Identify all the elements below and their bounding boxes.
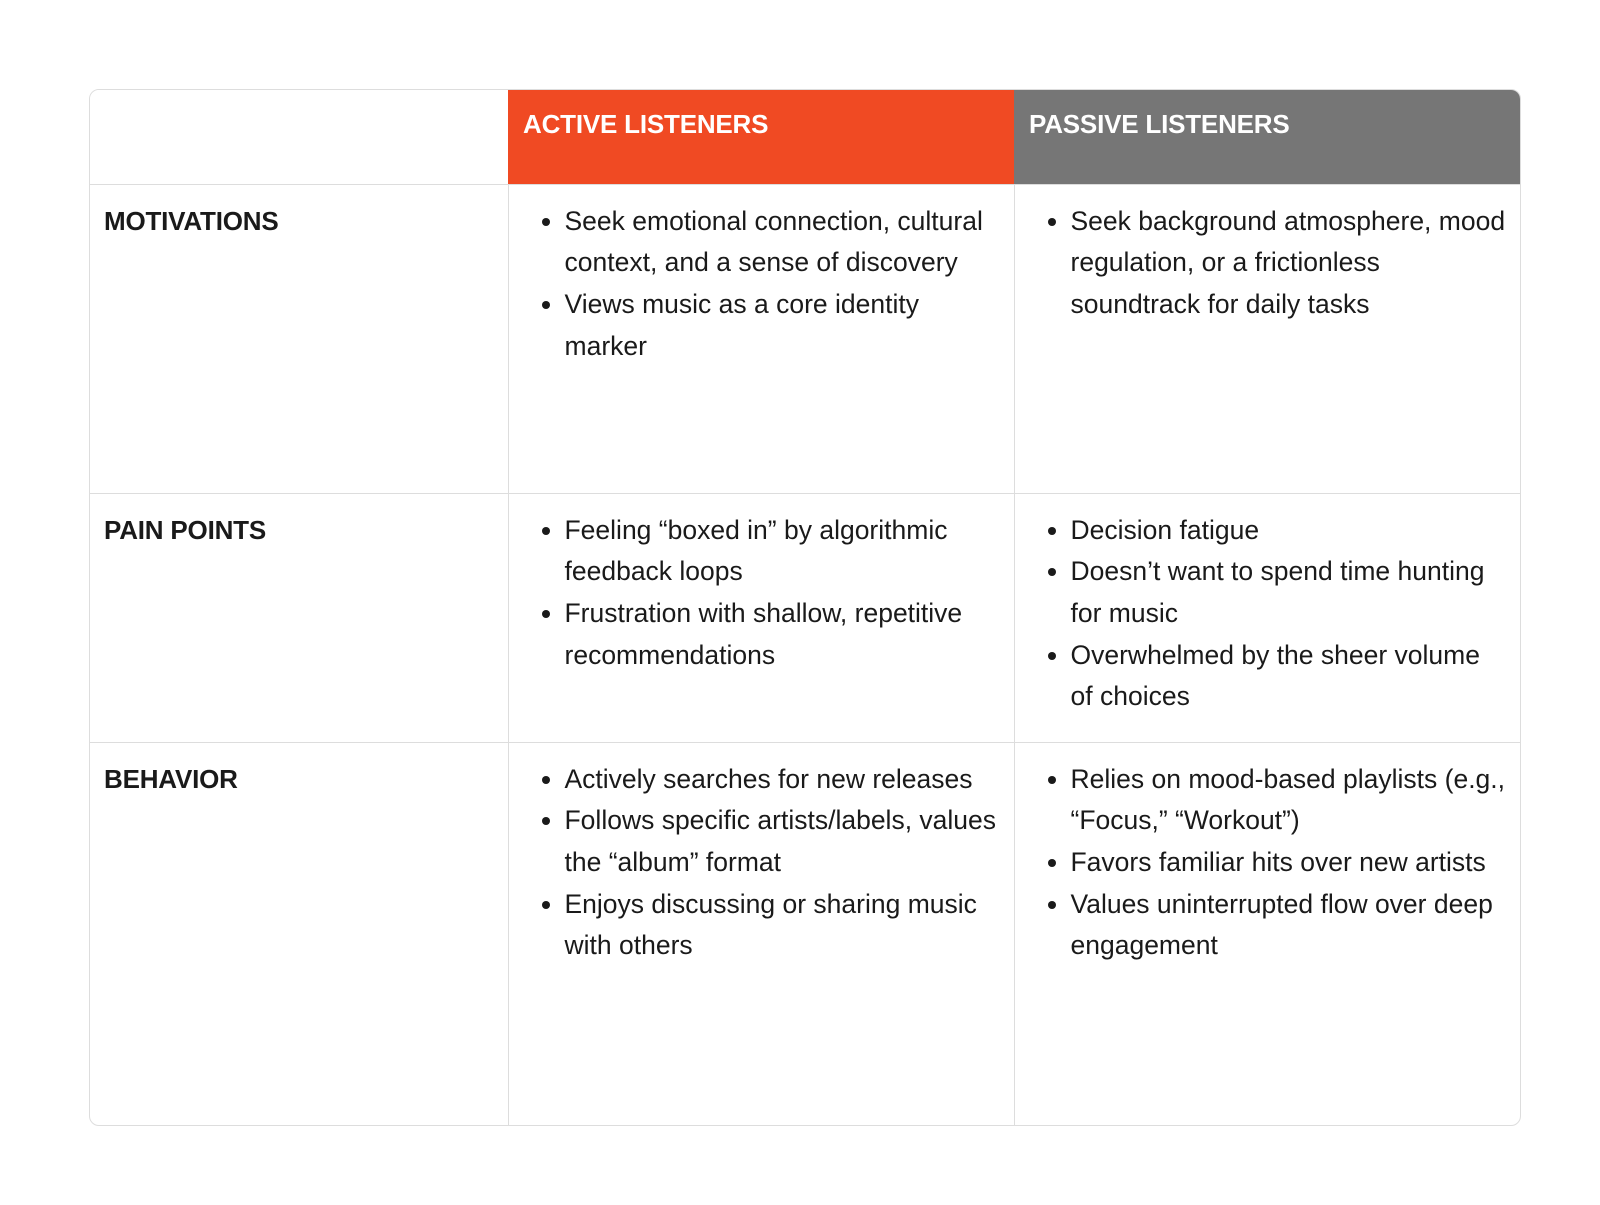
list-item: • Follows specific artists/labels, values the “album” format [565,800,1000,883]
list-item: • Seek background atmosphere, mood regulation, or a frictionless soundtrack for daily tasks [1071,201,1507,326]
list-item: • Decision fatigue [1071,510,1507,552]
list-item: • Views music as a core identity marker [565,284,1000,367]
list-item: • Enjoys discussing or sharing music with others [565,884,1000,967]
active-listeners-header: ACTIVE LISTENERS [508,90,1014,184]
cell-motivations-active [508,184,1014,493]
cell-behavior-passive [1014,742,1520,1125]
header-row [90,90,1520,184]
row-label-motivations: MOTIVATIONS [90,184,508,493]
bullet-list [1015,201,1507,326]
list-item: • Relies on mood-based playlists (e.g., “Focus,” “Workout”) [1071,759,1507,842]
table-row-motivations [90,184,1520,493]
table-row-behavior [90,742,1520,1125]
corner-header-cell [90,90,508,184]
cell-motivations-passive [1014,184,1520,493]
passive-listeners-header: PASSIVE LISTENERS [1014,90,1520,184]
list-item: • Frustration with shallow, repetitive recommendations [565,593,1000,676]
list-item: • Favors familiar hits over new artists [1071,842,1507,884]
listener-comparison-table [90,90,1520,1125]
cell-pain-points-passive [1014,493,1520,742]
list-item: • Actively searches for new releases [565,759,1000,801]
bullet-list [1015,759,1507,968]
list-item: • Feeling “boxed in” by algorithmic feedback loops [565,510,1000,593]
cell-pain-points-active [508,493,1014,742]
list-item: • Overwhelmed by the sheer volume of choices [1071,635,1507,718]
list-item: • Doesn’t want to spend time hunting for music [1071,551,1507,634]
row-label-behavior: BEHAVIOR [90,742,508,1125]
bullet-list [509,201,1000,368]
list-item: • Values uninterrupted flow over deep engagement [1071,884,1507,967]
list-item: • Seek emotional connection, cultural context, and a sense of discovery [565,201,1000,284]
bullet-list [509,759,1000,968]
bullet-list [1015,510,1507,719]
comparison-table-container [89,89,1521,1126]
row-label-pain-points: PAIN POINTS [90,493,508,742]
table-row-pain-points [90,493,1520,742]
cell-behavior-active [508,742,1014,1125]
bullet-list [509,510,1000,677]
